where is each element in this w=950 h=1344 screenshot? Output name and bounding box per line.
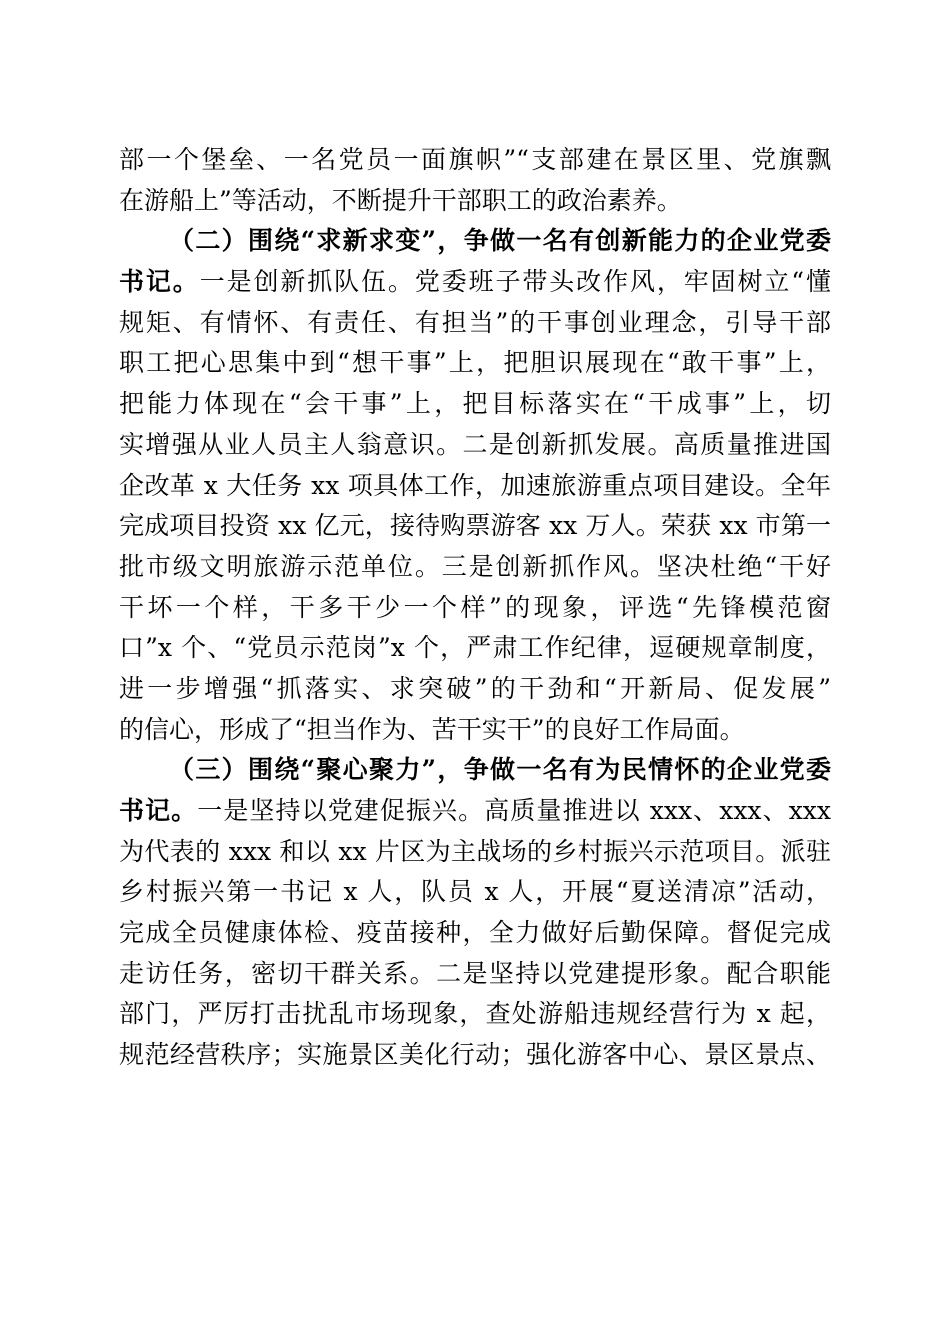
text-run: 一是创新抓队伍。党委班子带头改作风，牢固树立“懂 — [199, 267, 831, 297]
paragraph-3-line-6 — [119, 954, 831, 995]
text-run: 规矩、有情怀、有责任、有担当”的干事创业理念，引导干部 — [119, 307, 831, 337]
text-run: 企改革 x 大任务 xx 项具体工作，加速旅游重点项目建设。全年 — [119, 470, 831, 500]
paragraph-2-line-10 — [119, 588, 831, 629]
text-run: 走访任务，密切干群关系。二是坚持以党建提形象。配合职能 — [119, 958, 831, 988]
paragraph-3-line-1 — [119, 750, 831, 791]
paragraph-2-line-3 — [119, 303, 831, 344]
paragraph-3-line-4 — [119, 872, 831, 913]
text-run: 部门，严厉打击扰乱市场现象，查处游船违规经营行为 x 起， — [119, 999, 831, 1029]
text-run: 规范经营秩序；实施景区美化行动；强化游客中心、景区景点、 — [119, 1040, 831, 1070]
section-heading-3-end: 书记。 — [119, 796, 198, 825]
paragraph-3-line-3 — [119, 832, 831, 873]
text-run: 完成项目投资 xx 亿元，接待购票游客 xx 万人。荣获 xx 市第一 — [119, 511, 831, 541]
paragraph-3-line-8 — [119, 1035, 831, 1076]
text-run: 进一步增强“抓落实、求突破”的干劲和“开新局、促发展” — [119, 673, 831, 703]
paragraph-2-line-13 — [119, 710, 831, 751]
paragraph-3-line-2 — [119, 791, 831, 832]
section-heading-3: （三）围绕“聚心聚力”，争做一名有为民情怀的企业党委 — [169, 755, 831, 785]
text-run: 干坏一个样，干多干少一个样”的现象，评选“先锋模范窗 — [119, 592, 831, 622]
paragraph-1-line-1 — [119, 140, 831, 181]
paragraph-2-line-5 — [119, 384, 831, 425]
text-run: 口”x 个、“党员示范岗”x 个，严肃工作纪律，逗硬规章制度， — [119, 633, 831, 663]
paragraph-2-line-6 — [119, 425, 831, 466]
paragraph-2-line-11 — [119, 628, 831, 669]
document-body — [119, 140, 831, 1076]
text-run: 在游船上”等活动，不断提升干部职工的政治素养。 — [119, 185, 682, 215]
paragraph-3-line-7 — [119, 994, 831, 1035]
paragraph-1-line-2 — [119, 181, 831, 222]
paragraph-2-line-8 — [119, 506, 831, 547]
text-run: 把能力体现在“会干事”上，把目标落实在“干成事”上，切 — [119, 389, 831, 419]
paragraph-3-line-5 — [119, 913, 831, 954]
section-heading-2-end: 书记。 — [119, 267, 200, 297]
text-run: 完成全员健康体检、疫苗接种，全力做好后勤保障。督促完成 — [119, 918, 831, 948]
text-run: 为代表的 xxx 和以 xx 片区为主战场的乡村振兴示范项目。派驻 — [119, 836, 831, 866]
text-run: 职工把心思集中到“想干事”上，把胆识展现在“敢干事”上， — [119, 348, 831, 378]
text-run: 部一个堡垒、一名党员一面旗帜”“支部建在景区里、党旗飘 — [119, 145, 831, 174]
paragraph-2-line-4 — [119, 343, 831, 384]
text-run: 乡村振兴第一书记 x 人，队员 x 人，开展“夏送清凉”活动， — [119, 877, 831, 907]
text-run: 一是坚持以党建促振兴。高质量推进以 xxx、xxx、xxx — [197, 796, 831, 825]
section-heading-2: （二）围绕“求新求变”，争做一名有创新能力的企业党委 — [169, 226, 831, 256]
paragraph-2-line-1 — [119, 221, 831, 262]
paragraph-2-line-2 — [119, 262, 831, 303]
paragraph-2-line-12 — [119, 669, 831, 710]
text-run: 的信心，形成了“担当作为、苦干实干”的良好工作局面。 — [119, 714, 745, 744]
text-run: 批市级文明旅游示范单位。三是创新抓作风。坚决杜绝“干好 — [119, 551, 831, 581]
text-run: 实增强从业人员主人翁意识。二是创新抓发展。高质量推进国 — [119, 429, 831, 459]
paragraph-2-line-7 — [119, 466, 831, 507]
paragraph-2-line-9 — [119, 547, 831, 588]
